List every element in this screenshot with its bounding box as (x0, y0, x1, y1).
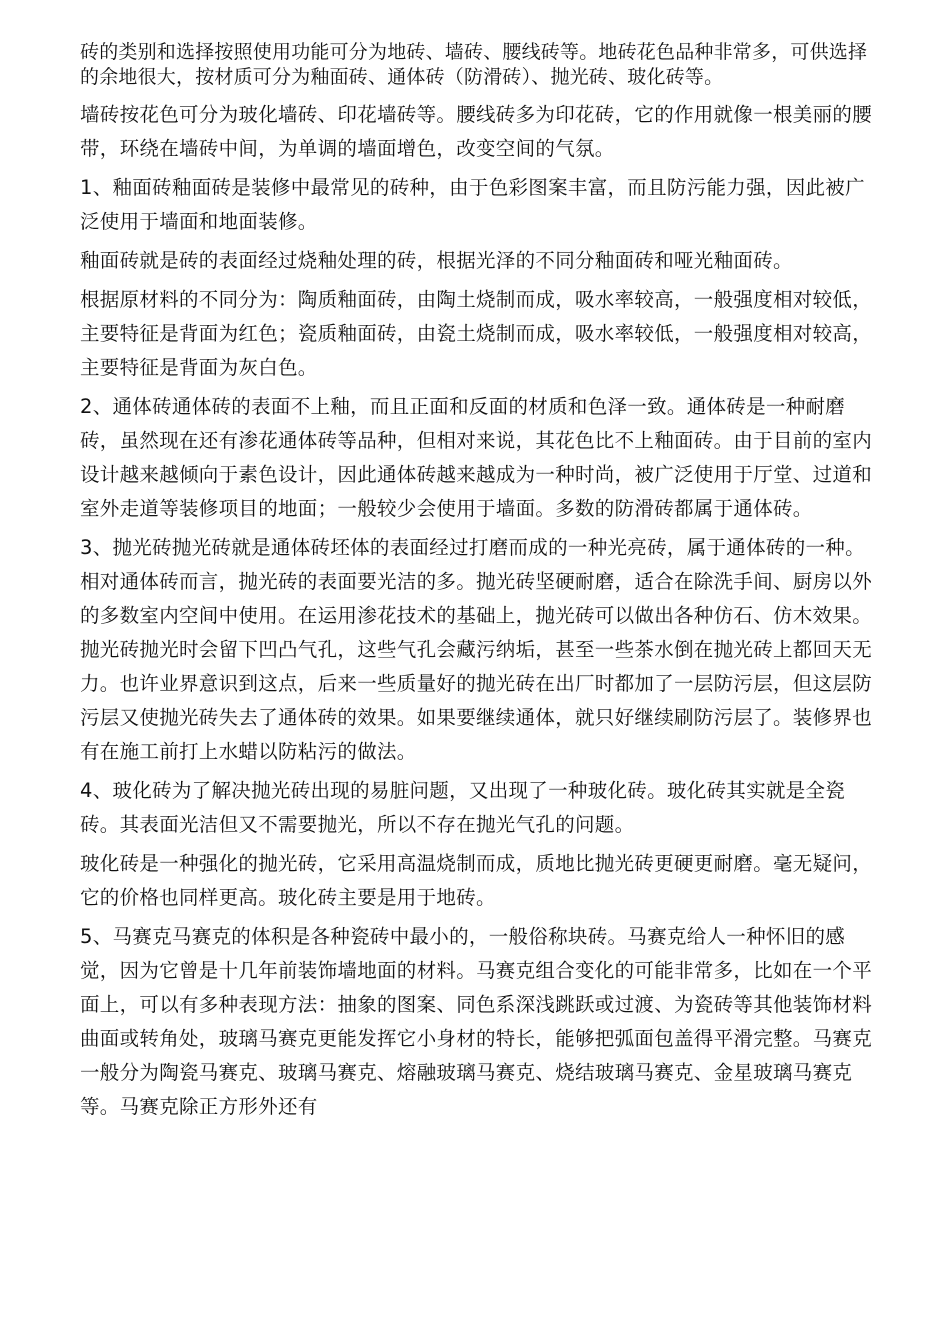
document-page (80, 40, 880, 1129)
paragraph-tile-categories: 砖的类别和选择按照使用功能可分为地砖、墙砖、腰线砖等。地砖花色品种非常多，可供选择的余地很大，按材质可分为釉面砖、通体砖（防滑砖）、抛光砖、玻化砖等。 (80, 41, 868, 88)
paragraph-glazed-tile-heading: 1、釉面砖釉面砖是装修中最常见的砖种，由于色彩图案丰富，而且防污能力强，因此被广泛使用于墙面和地面装修。 (80, 176, 865, 233)
paragraph-wall-tiles: 墙砖按花色可分为玻化墙砖、印花墙砖等。腰线砖多为印花砖，它的作用就像一根美丽的腰带，环绕在墙砖中间，为单调的墙面增色，改变空间的气氛。 (80, 103, 873, 160)
paragraph-vitrified-tile-detail: 玻化砖是一种强化的抛光砖，它采用高温烧制而成，质地比抛光砖更硬更耐磨。毫无疑问，它的价格也同样更高。玻化砖主要是用于地砖。 (80, 852, 873, 909)
paragraph-full-body-tile: 2、通体砖通体砖的表面不上釉，而且正面和反面的材质和色泽一致。通体砖是一种耐磨砖，虽然现在还有渗花通体砖等品种，但相对来说，其花色比不上釉面砖。由于目前的室内设计越来越倾向于素色设计，因此通体砖越来越成为一种时尚，被广泛使用于厅堂、过道和室外走道等装修项目的地面；一般较少会使用于墙面。多数的防滑砖都属于通体砖。 (80, 395, 873, 520)
paragraph-vitrified-tile-heading: 4、玻化砖为了解决抛光砖出现的易脏问题，又出现了一种玻化砖。玻化砖其实就是全瓷砖。其表面光洁但又不需要抛光，所以不存在抛光气孔的问题。 (80, 779, 846, 836)
paragraph-polished-tile: 3、抛光砖抛光砖就是通体砖坯体的表面经过打磨而成的一种光亮砖，属于通体砖的一种。相对通体砖而言，抛光砖的表面要光洁的多。抛光砖坚硬耐磨，适合在除洗手间、厨房以外的多数室内空间中使用。在运用渗花技术的基础上，抛光砖可以做出各种仿石、仿木效果。抛光砖抛光时会留下凹凸气孔，这些气孔会藏污纳垢，甚至一些茶水倒在抛光砖上都回天无力。也许业界意识到这点，后来一些质量好的抛光砖在出厂时都加了一层防污层，但这层防污层又使抛光砖失去了通体砖的效果。如果要继续通体，就只好继续刷防污层了。装修界也有在施工前打上水蜡以防粘污的做法。 (80, 536, 873, 763)
paragraph-glazed-tile-definition: 釉面砖就是砖的表面经过烧釉处理的砖，根据光泽的不同分釉面砖和哑光釉面砖。 (80, 249, 793, 272)
paragraph-glazed-tile-materials: 根据原材料的不同分为：陶质釉面砖，由陶土烧制而成，吸水率较高，一般强度相对较低，主要特征是背面为红色；瓷质釉面砖，由瓷土烧制而成，吸水率较低，一般强度相对较高，主要特征是背面为灰白色。 (80, 288, 873, 379)
paragraph-mosaic: 5、马赛克马赛克的体积是各种瓷砖中最小的，一般俗称块砖。马赛克给人一种怀旧的感觉，因为它曾是十几年前装饰墙地面的材料。马赛克组合变化的可能非常多，比如在一个平面上，可以有多种表现方法：抽象的图案、同色系深浅跳跃或过渡、为瓷砖等其他装饰材料曲面或转角处，玻璃马赛克更能发挥它小身材的特长，能够把弧面包盖得平滑完整。马赛克一般分为陶瓷马赛克、玻璃马赛克、熔融玻璃马赛克、烧结玻璃马赛克、金星玻璃马赛克等。马赛克除正方形外还有 (80, 925, 873, 1118)
